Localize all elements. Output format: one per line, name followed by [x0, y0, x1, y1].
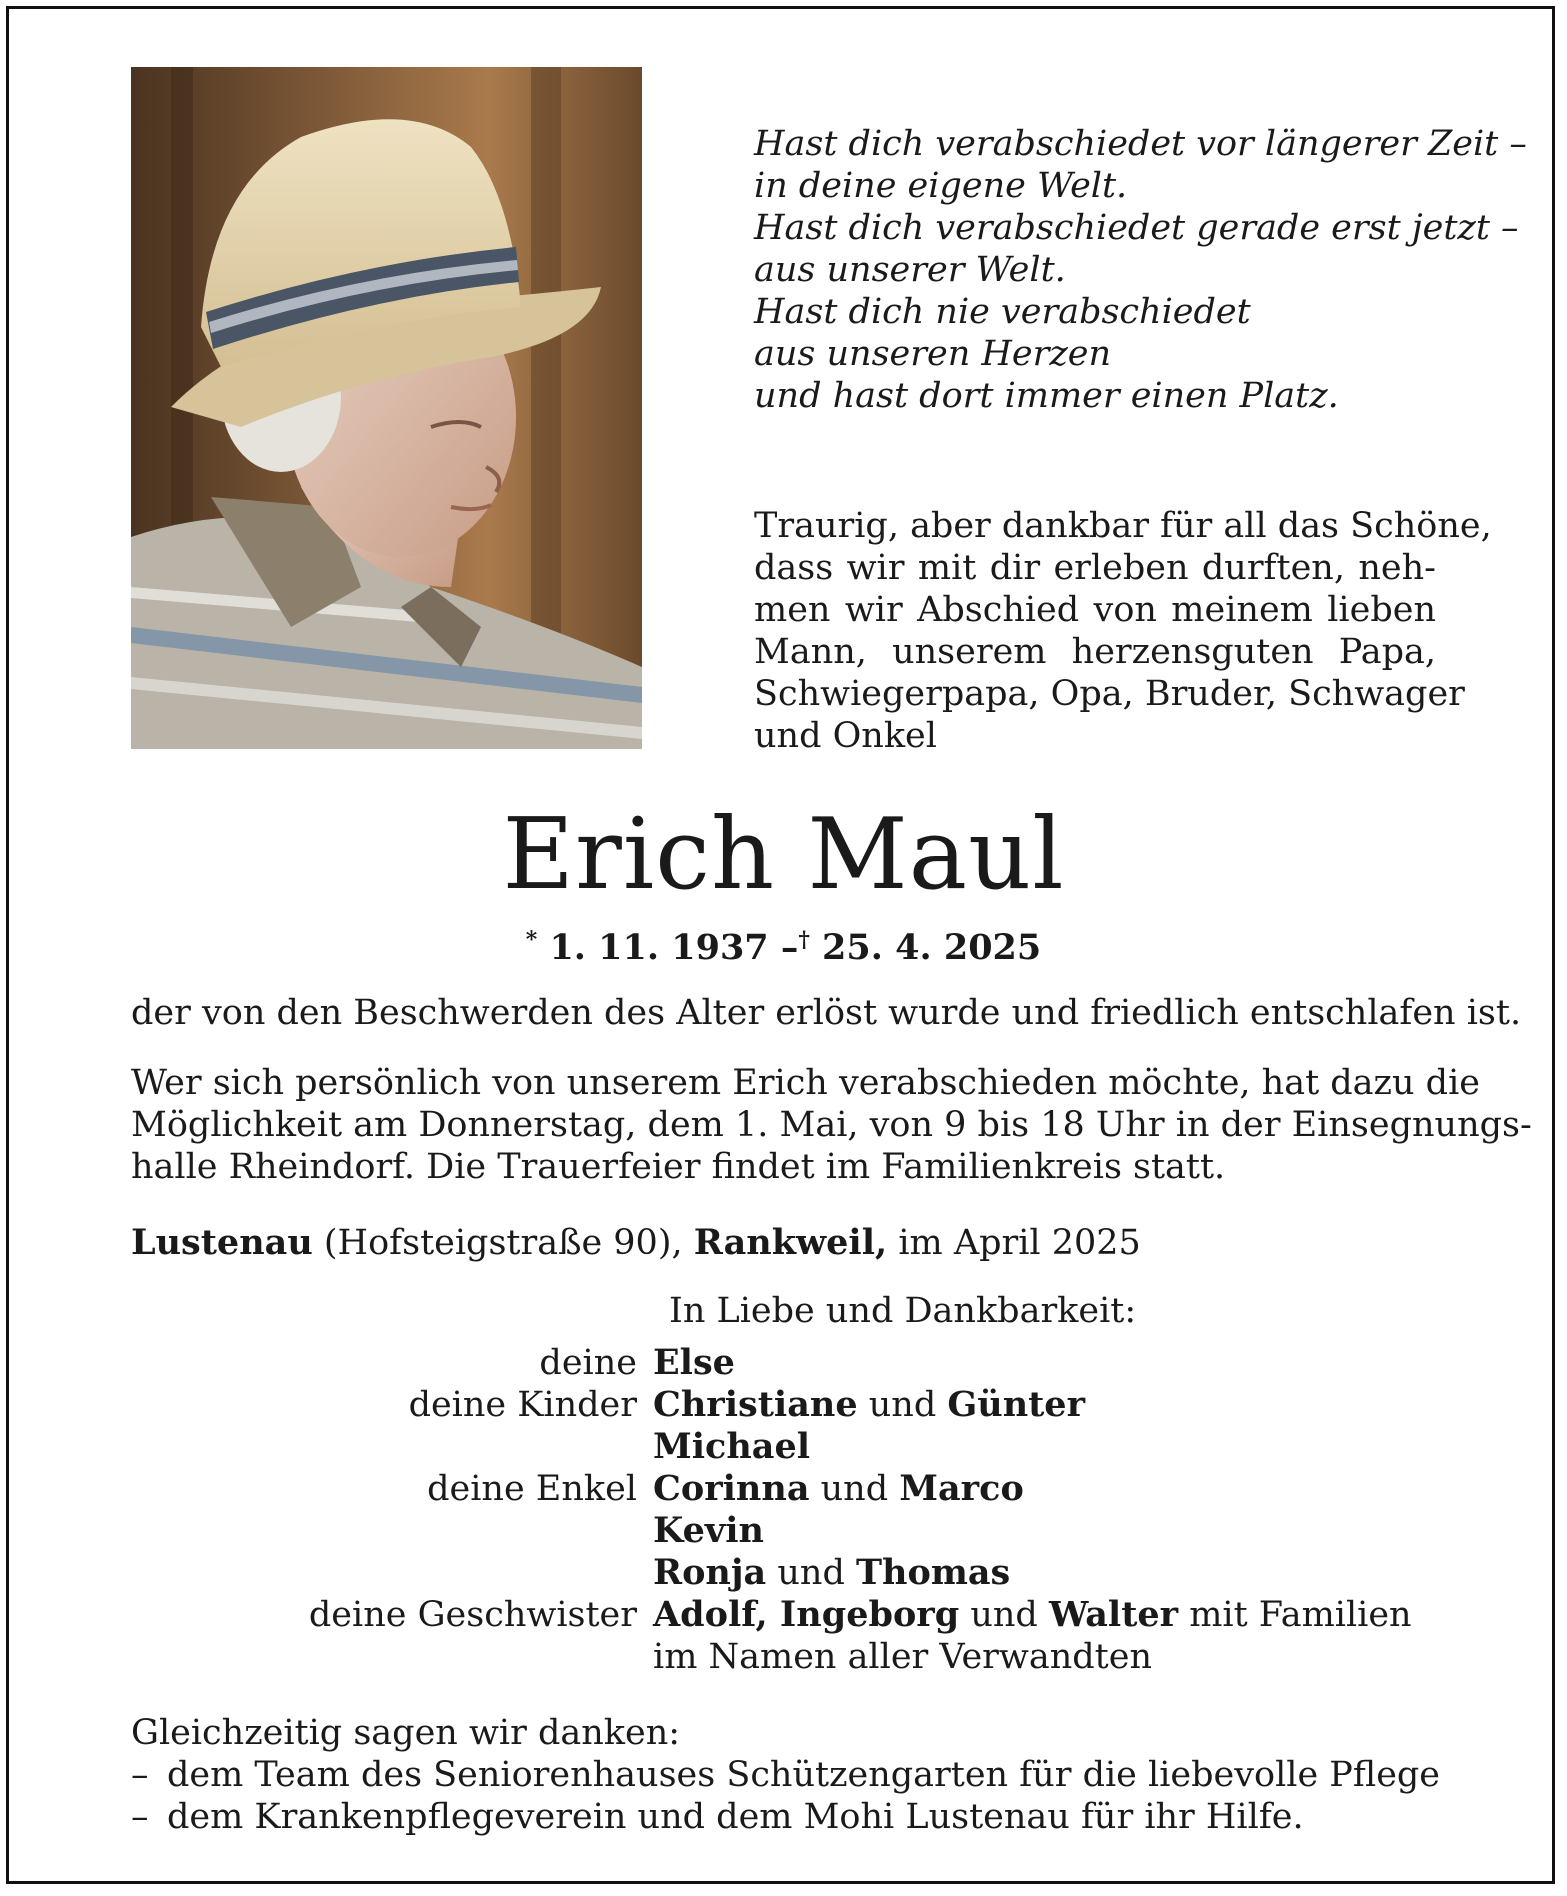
intro-line: Traurig, aber dankbar für all das Schöne,: [754, 506, 1492, 546]
family-name: Michael: [653, 1426, 811, 1467]
death-symbol: †: [798, 927, 810, 953]
family-name: Günter: [947, 1384, 1086, 1425]
poem-line: aus unserer Welt.: [754, 250, 1066, 290]
poem-line: Hast dich verabschiedet gerade erst jetzt –: [754, 208, 1519, 248]
family-suffix: mit Familien: [1178, 1595, 1412, 1635]
intro-line: dass wir mit dir erleben durften, neh-: [754, 548, 1436, 588]
statement-line: der von den Beschwerden des Alter erlöst wurde und friedlich entschlafen ist.: [131, 993, 1522, 1033]
poem-line: aus unseren Herzen: [754, 334, 1112, 374]
family-name: Else: [653, 1342, 735, 1383]
poem-line: in deine eigene Welt.: [754, 166, 1128, 206]
poem-line: Hast dich verabschiedet vor längerer Zeit –: [754, 124, 1527, 164]
gratitude-text: dem Krankenpflegeverein und dem Mohi Lustenau für ihr Hilfe.: [167, 1797, 1304, 1837]
gratitude-intro: Gleichzeitig sagen wir danken:: [131, 1713, 681, 1753]
relation-label: deine Enkel: [427, 1469, 637, 1509]
poem-line: und hast dort immer einen Platz.: [754, 376, 1339, 416]
farewell-line: Möglichkeit am Donnerstag, dem 1. Mai, von 9 bis 18 Uhr in der Einsegnungs-: [131, 1105, 1532, 1145]
signoff: In Liebe und Dankbarkeit:: [669, 1291, 1137, 1331]
portrait-photo: [131, 67, 642, 749]
intro-text: [754, 505, 1492, 757]
relation-label: deine: [539, 1343, 637, 1383]
family-name: Ronja: [653, 1552, 767, 1593]
life-dates: [0, 918, 1567, 970]
intro-line: und Onkel: [754, 716, 937, 756]
deceased-name: Erich Maul: [502, 798, 1065, 912]
relation-label: deine Geschwister: [308, 1595, 637, 1635]
poem: [754, 123, 1527, 417]
list-dash: –: [131, 1797, 149, 1837]
family-signers: [131, 1342, 1451, 1678]
family-row: [131, 1468, 1451, 1510]
conjunction: und: [766, 1553, 856, 1593]
conjunction: und: [857, 1385, 948, 1425]
date-line: im April 2025: [887, 1223, 1141, 1263]
place-date: [131, 1222, 1451, 1264]
gratitude-item: [131, 1796, 1451, 1838]
family-row: [131, 1510, 1451, 1552]
family-name: Walter: [1048, 1594, 1179, 1635]
family-name: Adolf, Ingeborg: [653, 1594, 960, 1635]
intro-line: Schwiegerpapa, Opa, Bruder, Schwager: [754, 674, 1465, 714]
conjunction: und: [959, 1595, 1049, 1635]
gratitude-section: [131, 1712, 1451, 1838]
intro-line: men wir Abschied von meinem lieben: [754, 590, 1436, 630]
statement: [131, 992, 1522, 1034]
relation-label: deine Kinder: [408, 1385, 637, 1425]
family-row: [131, 1384, 1451, 1426]
family-name: Christiane: [653, 1384, 858, 1425]
farewell-line: halle Rheindorf. Die Trauerfeier findet im Familienkreis statt.: [131, 1147, 1226, 1187]
farewell-line: Wer sich persönlich von unserem Erich verabschieden möchte, hat dazu die: [131, 1063, 1480, 1103]
relatives-line: im Namen aller Verwandten: [653, 1637, 1152, 1677]
family-row: [131, 1636, 1451, 1678]
poem-line: Hast dich nie verabschiedet: [754, 292, 1251, 332]
address: (Hofsteigstraße 90),: [312, 1223, 694, 1263]
birth-symbol: *: [525, 927, 538, 953]
family-row: [131, 1426, 1451, 1468]
family-name: Thomas: [855, 1552, 1011, 1593]
farewell-text: [131, 1062, 1532, 1188]
conjunction: und: [809, 1469, 900, 1509]
intro-line: Mann, unserem herzensguten Papa,: [754, 632, 1436, 672]
city-rankweil: Rankweil,: [693, 1222, 888, 1263]
list-dash: –: [131, 1755, 149, 1795]
family-row: [131, 1552, 1451, 1594]
city-lustenau: Lustenau: [131, 1222, 313, 1263]
family-name: Kevin: [653, 1510, 764, 1551]
gratitude-item: [131, 1754, 1451, 1796]
family-name: Corinna: [653, 1468, 810, 1509]
date-separator: –: [780, 927, 799, 968]
gratitude-text: dem Team des Seniorenhauses Schützengarten für die liebevolle Pflege: [167, 1755, 1441, 1795]
death-date: 25. 4. 2025: [822, 927, 1042, 968]
portrait-illustration: [131, 67, 642, 749]
family-name: Marco: [899, 1468, 1024, 1509]
family-row: [131, 1594, 1451, 1636]
family-row: [131, 1342, 1451, 1384]
birth-date: 1. 11. 1937: [549, 927, 769, 968]
